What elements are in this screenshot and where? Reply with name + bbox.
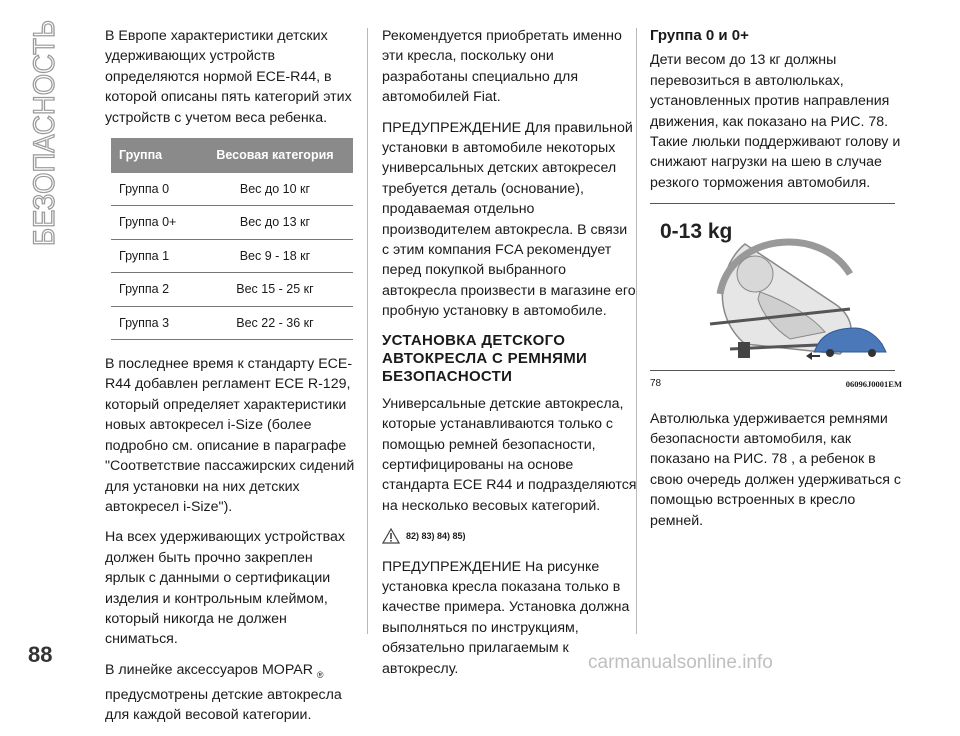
table-row (111, 239, 353, 272)
table-cell-group: Группа 3 (111, 306, 197, 339)
table-cell-weight: Вес до 10 кг (197, 173, 353, 206)
warning-paragraph-2: ПРЕДУПРЕЖДЕНИЕ На рисунке установка кресла показана только в качестве примера. Установка должна выполняться по инструкциям, обязательно прилагаемым к автокреслу. (382, 558, 630, 677)
weight-group-table (111, 138, 353, 340)
table-row (111, 173, 353, 206)
figure-weight-label: 0-13 kg (660, 220, 733, 244)
recommend-paragraph: Рекомендуется приобретать именно эти кресла, поскольку они разработаны специально для автомобилей Fiat. (382, 28, 622, 106)
table-cell-weight: Вес 22 - 36 кг (197, 306, 353, 339)
warning-references (382, 526, 637, 546)
table-cell-weight: Вес до 13 кг (197, 206, 353, 239)
section-title: УСТАНОВКА ДЕТСКОГО АВТОКРЕСЛА С РЕМНЯМИ БЕЗОПАСНОСТИ (382, 331, 588, 385)
side-section-title-text: БЕЗОПАСНОСТЬ (28, 18, 61, 246)
table-cell-weight: Вес 15 - 25 кг (197, 273, 353, 306)
figure-78 (650, 203, 895, 371)
intro-paragraph: В Европе характеристики детских удерживающих устройств определяются нормой ECE-R44, в которой описаны пять категорий этих устройств с учетом веса ребенка. (105, 28, 352, 126)
column-divider-1 (367, 28, 368, 634)
isize-paragraph: В последнее время к стандарту ECE-R44 добавлен регламент ECE R-129, который определяет характеристики новых автокресел i-Size (более подробно см. описание в параграфе "Соответствие пассажирских сидений для установки на них детских автокресел i-Size"). (105, 356, 355, 515)
figure-code: 06096J0001EM (845, 379, 902, 390)
universal-paragraph: Универсальные детские автокресла, которые устанавливаются только с помощью ремней безопасности, сертифицированы на основе стандарта ECE R44 и подразделяются на несколько весовых категорий. (382, 395, 637, 514)
belt-paragraph: Автолюлька удерживается ремнями безопасности автомобиля, как показано на РИС. 78 , а ребенок в свою очередь должен удерживаться с помощью встроенных в кресло ремней. (650, 410, 901, 529)
column-1 (105, 26, 355, 736)
column-3 (650, 26, 902, 541)
table-cell-group: Группа 0 (111, 173, 197, 206)
watermark: carmanualsonline.info (588, 652, 773, 673)
table-row (111, 306, 353, 339)
table-row (111, 273, 353, 306)
registered-mark: ® (316, 669, 324, 680)
figure-number: 78 (650, 378, 662, 390)
side-section-title (14, 18, 66, 250)
mopar-paragraph (105, 660, 355, 726)
figure-caption (650, 374, 902, 394)
page-number: 88 (28, 642, 53, 667)
group0-paragraph: Дети весом до 13 кг должны перевозиться в автолюльках, установленных против направления движения, как показано на РИС. 78. Такие люльки поддерживают голову и снижают нагрузки на шею в случае резкого торможения автомобиля. (650, 52, 901, 191)
table-header-group: Группа (111, 138, 197, 173)
table-cell-group: Группа 0+ (111, 206, 197, 239)
table-header-weight: Весовая категория (197, 138, 353, 173)
table-row (111, 206, 353, 239)
warning-triangle-icon (382, 528, 400, 544)
mopar-text-start: В линейке аксессуаров MOPAR (105, 661, 313, 678)
group-heading: Группа 0 и 0+ (650, 27, 749, 44)
warning-refs-text: 82) 83) 84) 85) (406, 531, 466, 542)
warning-paragraph-1: ПРЕДУПРЕЖДЕНИЕ Для правильной установки в автомобиле некоторых универсальных детских автокресел требуется деталь (основание), продаваемая отдельно производителем автокресла. В связи с этим компания FCA рекомендует перед покупкой выбранного автокресла произвести в магазине его пробную установку в автомобиле. (382, 119, 636, 320)
table-cell-weight: Вес 9 - 18 кг (197, 239, 353, 272)
column-2 (382, 26, 637, 689)
mopar-text-end: предусмотрены детские автокресла для каждой весовой категории. (105, 686, 342, 724)
label-paragraph: На всех удерживающих устройствах должен быть прочно закреплен ярлык с данными о сертификации изделия и контрольным клеймом, который никогда не должен сниматься. (105, 529, 345, 648)
table-cell-group: Группа 2 (111, 273, 197, 306)
table-cell-group: Группа 1 (111, 239, 197, 272)
